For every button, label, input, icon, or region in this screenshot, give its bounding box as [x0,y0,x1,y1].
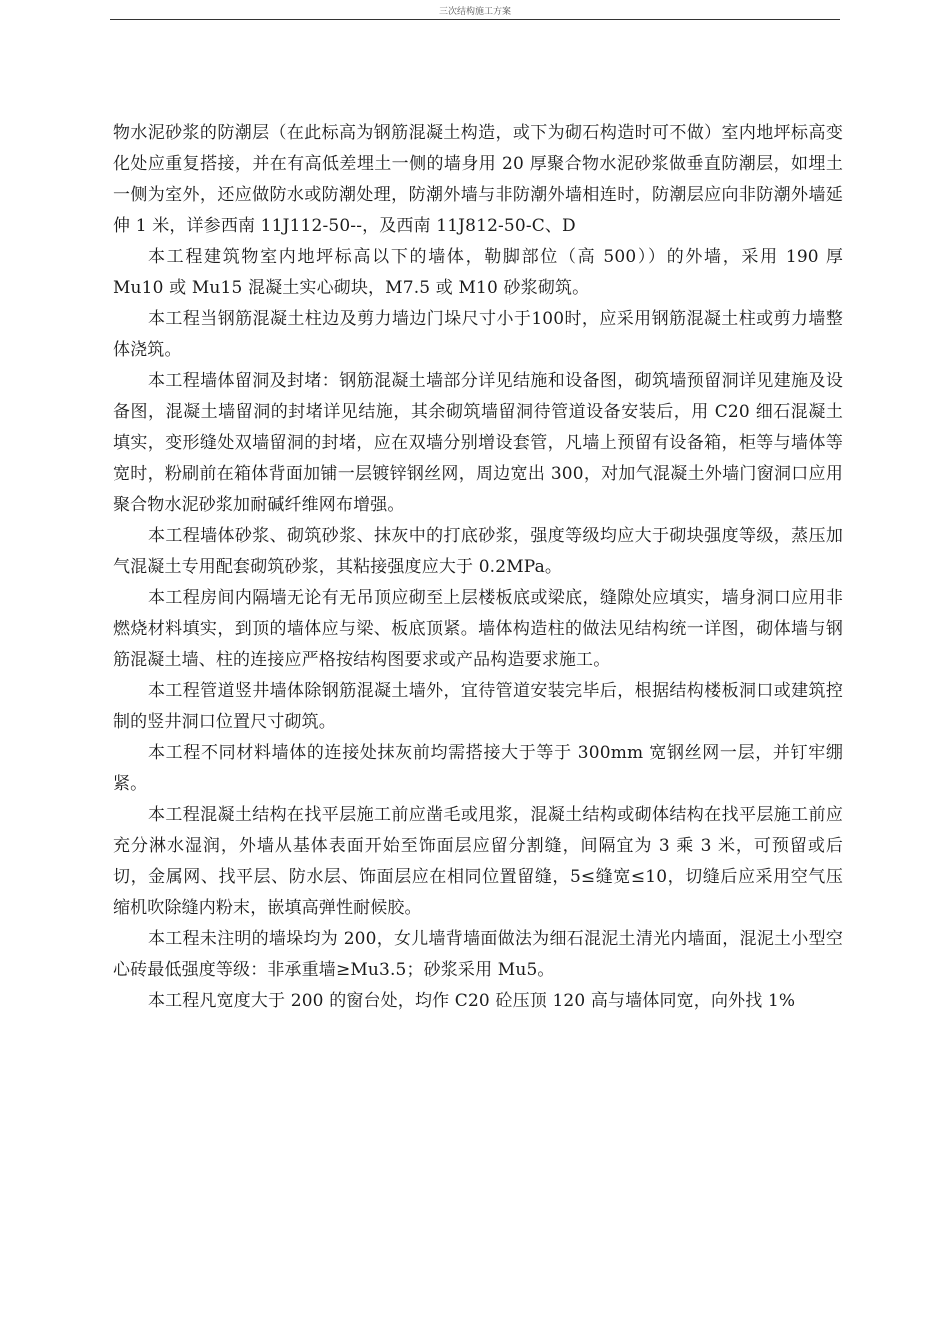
paragraph-below-grade-walls: 本工程建筑物室内地坪标高以下的墙体，勒脚部位（高 500））的外墙，采用 190 厚 Mu10 或 Mu15 混凝土实心砌块，M7.5 或 M10 砂浆砌筑。 [113,247,843,298]
paragraph-wall-piers: 本工程未注明的墙垛均为 200，女儿墙背墙面做法为细石混泥土清光内墙面，混泥土小型空心砖最低强度等级：非承重墙≥Mu3.5；砂浆采用 Mu5。 [113,929,843,980]
paragraph-surface-prep: 本工程混凝土结构在找平层施工前应凿毛或甩浆，混凝土结构或砌体结构在找平层施工前应充分淋水湿润，外墙从基体表面开始至饰面层应留分割缝，间隔宜为 3 乘 3 米，可预留或后切，金属网、找平层、防水层、饰面层应在相同位置留缝，5≤缝宽≤10，切缝后应采用空气压缩机吹除缝内粉末，嵌填高弹性耐候胶。 [113,805,843,918]
paragraph-damp-proof-continued: 物水泥砂浆的防潮层（在此标高为钢筋混凝土构造，或下为砌石构造时可不做）室内地坪标高变化处应重复搭接，并在有高低差埋土一侧的墙身用 20 厚聚合物水泥砂浆做垂直防潮层，如埋土一侧为室外，还应做防水或防潮处理，防潮外墙与非防潮外墙相连时，防潮层应向非防潮外墙延伸 1 米，详参西南 11J112-50--，及西南 11J812-50-C、D [113,123,843,236]
paragraph-wall-openings: 本工程墙体留洞及封堵：钢筋混凝土墙部分详见结施和设备图，砌筑墙预留洞详见建施及设备图，混凝土墙留洞的封堵详见结施，其余砌筑墙留洞待管道设备安装后，用 C20 细石混凝土填实，变形缝处双墙留洞的封堵，应在双墙分别增设套管，凡墙上预留有设备箱，柜等与墙体等宽时，粉刷前在箱体背面加铺一层镀锌钢丝网，周边宽出 300，对加气混凝土外墙门窗洞口应用聚合物水泥砂浆加耐碱纤维网布增强。 [113,371,843,515]
document-body [113,118,843,1017]
paragraph-shaft-walls: 本工程管道竖井墙体除钢筋混凝土墙外，宜待管道安装完毕后，根据结构楼板洞口或建筑控制的竖井洞口位置尺寸砌筑。 [113,681,843,732]
paragraph-partition-walls: 本工程房间内隔墙无论有无吊顶应砌至上层楼板底或梁底，缝隙处应填实，墙身洞口应用非燃烧材料填实，到顶的墙体应与梁、板底顶紧。墙体构造柱的做法见结构统一详图，砌体墙与钢筋混凝土墙、柱的连接应严格按结构图要求或产品构造要求施工。 [113,588,843,670]
header-divider [110,19,840,20]
header-title: 三次结构施工方案 [438,7,511,17]
paragraph-mortar-strength: 本工程墙体砂浆、砌筑砂浆、抹灰中的打底砂浆，强度等级均应大于砌块强度等级，蒸压加气混凝土专用配套砌筑砂浆，其粘接强度应大于 0.2MPa。 [113,526,843,577]
paragraph-door-pier: 本工程当钢筋混凝土柱边及剪力墙边门垛尺寸小于100时，应采用钢筋混凝土柱或剪力墙整体浇筑。 [113,309,843,360]
paragraph-window-sill: 本工程凡宽度大于 200 的窗台处，均作 C20 砼压顶 120 高与墙体同宽，向外找 1% [148,991,796,1011]
paragraph-material-joints: 本工程不同材料墙体的连接处抹灰前均需搭接大于等于 300mm 宽钢丝网一层，并钉牢绷紧。 [113,743,843,794]
